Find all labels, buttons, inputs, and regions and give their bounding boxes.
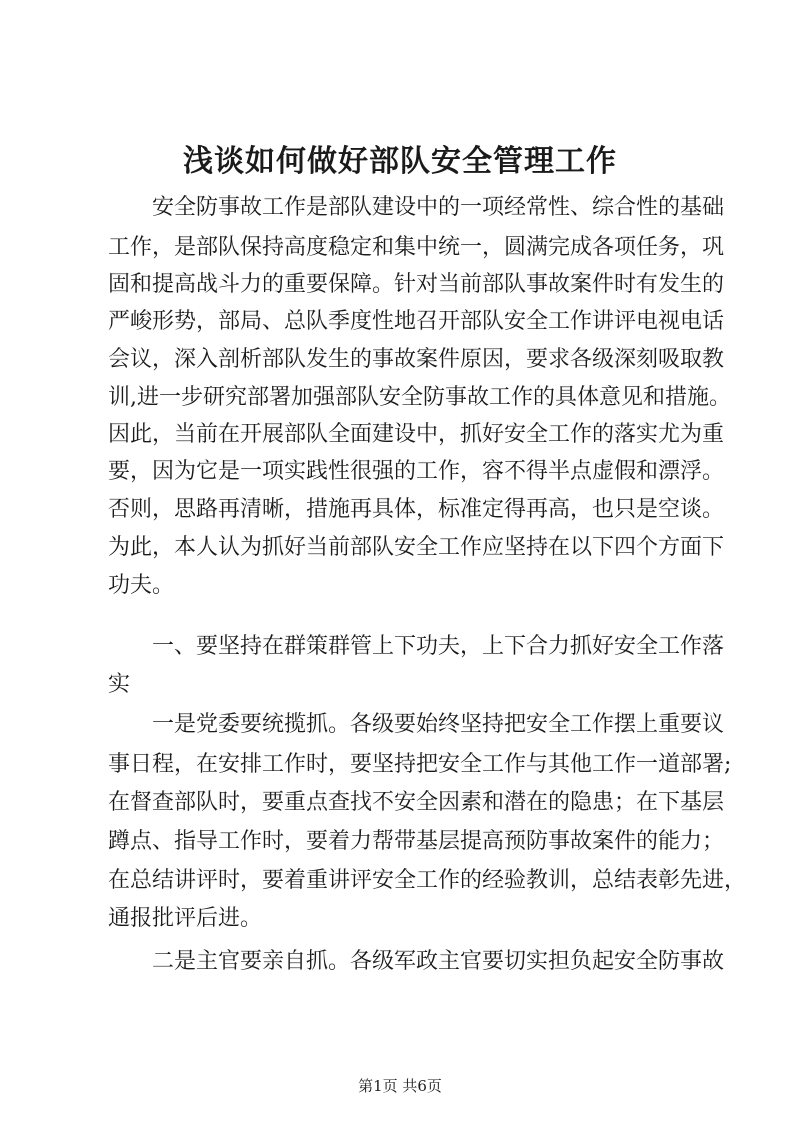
body-line: 否则，思路再清晰，措施再具体，标准定得再高，也只是空谈。 <box>108 497 725 522</box>
body-line: 工作，是部队保持高度稳定和集中统一，圆满完成各项任务，巩 <box>108 235 725 260</box>
body-line: 因此，当前在开展部队全面建设中，抓好安全工作的落实尤为重 <box>108 422 725 447</box>
section-heading-line: 一、要坚持在群策群管上下功夫，上下合力抓好安全工作落 <box>108 634 725 659</box>
body-line: 在督查部队时，要重点查找不安全因素和潜在的隐患；在下基层 <box>108 790 725 815</box>
body-line: 要，因为它是一项实践性很强的工作，容不得半点虚假和漂浮。 <box>108 459 725 484</box>
body-line: 事日程，在安排工作时，要坚持把安全工作与其他工作一道部署; <box>108 752 732 777</box>
section-heading-line: 实 <box>108 672 131 697</box>
document-title: 浅谈如何做好部队安全管理工作 <box>183 144 617 179</box>
body-line: 安全防事故工作是部队建设中的一项经常性、综合性的基础 <box>108 195 725 220</box>
body-line: 训,进一步研究部署加强部队安全防事故工作的具体意见和措施。 <box>108 385 731 410</box>
body-line: 严峻形势，部局、总队季度性地召开部队安全工作讲评电视电话 <box>108 309 725 334</box>
body-line: 在总结讲评时，要着重讲评安全工作的经验教训，总结表彰先进， <box>108 868 747 893</box>
body-line: 固和提高战斗力的重要保障。针对当前部队事故案件时有发生的 <box>108 272 725 297</box>
body-line: 通报批评后进。 <box>108 906 263 931</box>
body-line: 会议，深入剖析部队发生的事故案件原因，要求各级深刻吸取教 <box>108 347 725 372</box>
body-line: 一是党委要统揽抓。各级要始终坚持把安全工作摆上重要议 <box>108 712 725 737</box>
page-number-footer: 第1页 共6页 <box>358 1077 442 1095</box>
body-line: 为此，本人认为抓好当前部队安全工作应坚持在以下四个方面下 <box>108 535 725 560</box>
body-line: 二是主官要亲自抓。各级军政主官要切实担负起安全防事故 <box>108 949 725 974</box>
body-line: 蹲点、指导工作时，要着力帮带基层提高预防事故案件的能力； <box>108 829 725 854</box>
body-line: 功夫。 <box>108 573 175 598</box>
